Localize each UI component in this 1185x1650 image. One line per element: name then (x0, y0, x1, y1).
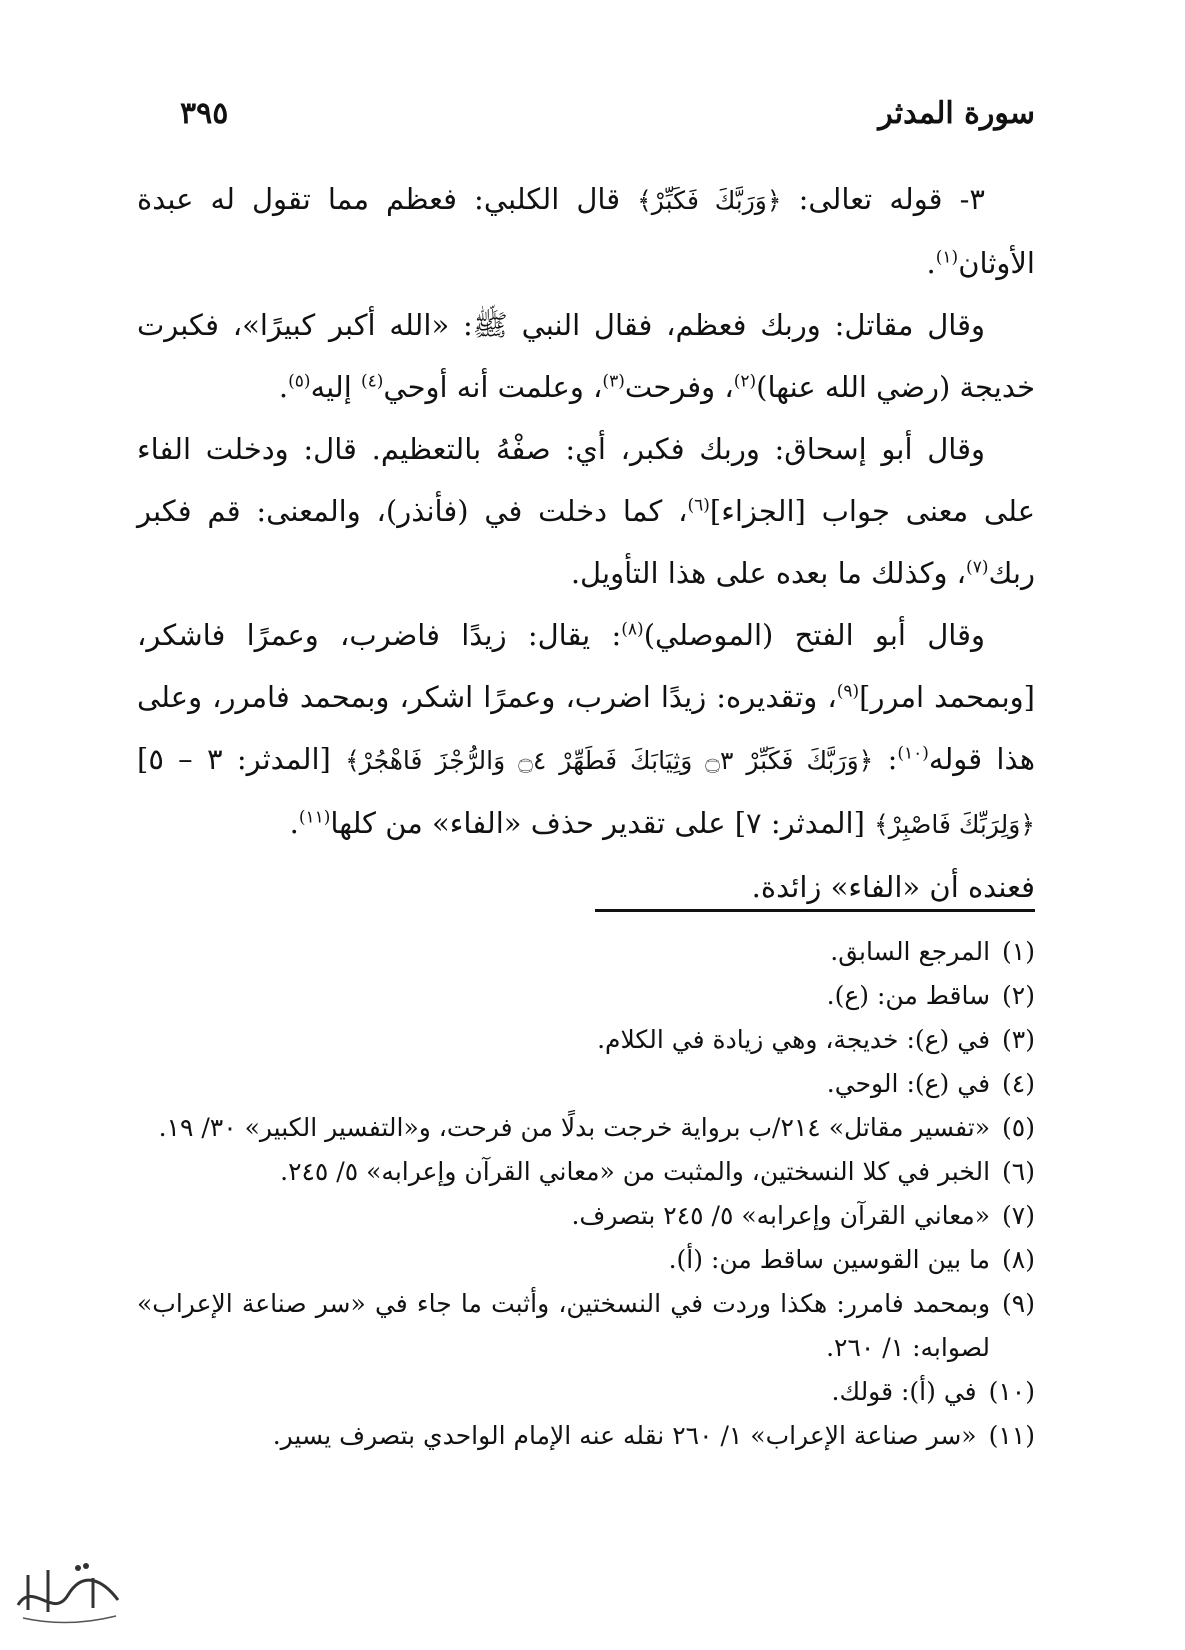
footnote-number: (١٠) (988, 1377, 1035, 1406)
footnote-number: (٦) (1002, 1157, 1035, 1186)
footnote-text: في (أ): قولك. (831, 1377, 977, 1406)
footnote-item (137, 1018, 1035, 1062)
footnote-number: (٨) (1002, 1245, 1035, 1274)
footnote-item (137, 1106, 1035, 1150)
footnote-text: «تفسير مقاتل» ٢١٤/ب برواية خرجت بدلًا من فرحت، و«التفسير الكبير» ٣٠/ ١٩. (158, 1113, 991, 1142)
quran-verse: ﴿وَرَبَّكَ فَكَبِّرْ ۝٣ وَثِيَابَكَ فَطَهِّرْ ۝٤ وَالرُّجْزَ فَاهْجُرْ﴾ (345, 746, 874, 775)
footnote-text: المرجع السابق. (830, 937, 991, 966)
footnote-item (137, 1238, 1035, 1282)
text-run: : (873, 742, 898, 776)
quran-verse: ﴿وَلِرَبِّكَ فَاصْبِرْ﴾ (874, 810, 1035, 839)
surah-title: سورة المدثر (878, 95, 1035, 131)
paragraph-5: فعنده أن «الفاء» زائدة. (751, 870, 1035, 904)
text-run: وقال مقاتل: وربك فعظم، فقال النبي ﷺ: «الله أكبر كبيرًا»، فكبرت خديجة (رضي الله عنها) (137, 308, 1035, 404)
footnote-text: في (ع): الوحي. (826, 1069, 991, 1098)
footnote-ref[interactable]: (١١) (298, 807, 331, 828)
text-run: . (926, 246, 936, 280)
watermark-logo-icon (8, 1550, 128, 1630)
page-header (180, 88, 1035, 138)
footnote-item (137, 1282, 1035, 1370)
footnote-separator (595, 909, 1035, 912)
text-run: ، وعلمت أنه أوحي (383, 370, 603, 404)
text-run: : يقال: زيدًا فاضرب، وعمرًا فاشكر، [وبمحمد امرر] (137, 618, 1035, 714)
footnote-item (137, 1062, 1035, 1106)
main-text (137, 168, 1035, 918)
footnote-ref[interactable]: (٩) (836, 681, 860, 702)
footnote-ref[interactable]: (٦) (687, 495, 710, 516)
text-run: [المدثر: ٣ – ٥] (137, 742, 346, 776)
text-run: إليه (310, 370, 361, 404)
footnote-item (137, 1194, 1035, 1238)
footnote-item (137, 974, 1035, 1018)
text-run: وقال أبو إسحاق: وربك فكبر، أي: صفْهُ بالتعظيم. قال: ودخلت الفاء على معنى جواب [الجزاء] (137, 432, 1035, 528)
footnote-ref[interactable]: (٢) (733, 371, 757, 392)
text-run: ، وتقديره: زيدًا اضرب، وعمرًا اشكر، وبمحمد فامرر، وعلى هذا قوله (137, 680, 1036, 776)
text-run: ٣- قوله تعالى: (781, 182, 985, 216)
footnote-text: ساقط من: (ع). (826, 981, 991, 1010)
paragraph-2 (137, 294, 1035, 418)
footnote-number: (١١) (988, 1421, 1035, 1450)
footnote-text: «معاني القرآن وإعرابه» ٥/ ٢٤٥ بتصرف. (571, 1201, 991, 1230)
paragraph-4 (137, 604, 1035, 856)
footnote-number: (٧) (1002, 1201, 1035, 1230)
footnotes-list (137, 930, 1035, 1458)
footnote-ref[interactable]: (٣) (602, 371, 625, 392)
quran-verse: ﴿وَرَبَّكَ فَكَبِّرْ﴾ (637, 186, 782, 215)
footnote-number: (٤) (1002, 1069, 1035, 1098)
page-number: ٣٩٥ (180, 95, 229, 131)
footnote-number: (٣) (1002, 1025, 1035, 1054)
footnote-text: وبمحمد فامرر: هكذا وردت في النسختين، وأثبت ما جاء في «سر صناعة الإعراب» لصوابه: ١/ ٢٦٠. (137, 1289, 991, 1362)
footnote-item (137, 930, 1035, 974)
text-run: ، وكذلك ما بعده على هذا التأويل. (570, 556, 967, 590)
paragraph-1 (137, 168, 1035, 294)
footnote-number: (٢) (1002, 981, 1035, 1010)
text-run: [المدثر: ٧] على تقدير حذف «الفاء» من كلها (330, 806, 875, 840)
footnote-ref[interactable]: (٤) (360, 371, 384, 392)
footnote-item (137, 1150, 1035, 1194)
text-run: ، وفرحت (624, 370, 734, 404)
footnote-ref[interactable]: (٨) (621, 619, 644, 640)
footnote-text: «سر صناعة الإعراب» ١/ ٢٦٠ نقله عنه الإمام الواحدي بتصرف يسير. (272, 1421, 977, 1450)
footnote-ref[interactable]: (١٠) (897, 743, 929, 764)
text-run: . (278, 370, 289, 404)
footnote-number: (١) (1002, 937, 1035, 966)
footnote-text: في (ع): خديجة، وهي زيادة في الكلام. (597, 1025, 991, 1054)
footnote-number: (٥) (1002, 1113, 1035, 1142)
footnote-ref[interactable]: (٥) (288, 371, 311, 392)
footnote-ref[interactable]: (٧) (966, 557, 989, 578)
footnote-text: الخبر في كلا النسختين، والمثبت من «معاني القرآن وإعرابه» ٥/ ٢٤٥. (280, 1157, 991, 1186)
text-run: قال الكلبي: فعظم مما تقول له عبدة الأوثان (137, 182, 1035, 280)
text-run: . (289, 806, 299, 840)
footnote-text: ما بين القوسين ساقط من: (أ). (668, 1245, 991, 1274)
footnote-ref[interactable]: (١) (935, 247, 959, 268)
paragraph-3 (137, 418, 1035, 604)
text-run: وقال أبو الفتح (الموصلي) (643, 618, 985, 652)
footnote-item (137, 1370, 1035, 1414)
footnote-item (137, 1414, 1035, 1458)
footnote-number: (٩) (1002, 1289, 1035, 1318)
text-run: ، كما دخلت في (فأنذر)، والمعنى: قم فكبر ربك (137, 494, 1035, 590)
